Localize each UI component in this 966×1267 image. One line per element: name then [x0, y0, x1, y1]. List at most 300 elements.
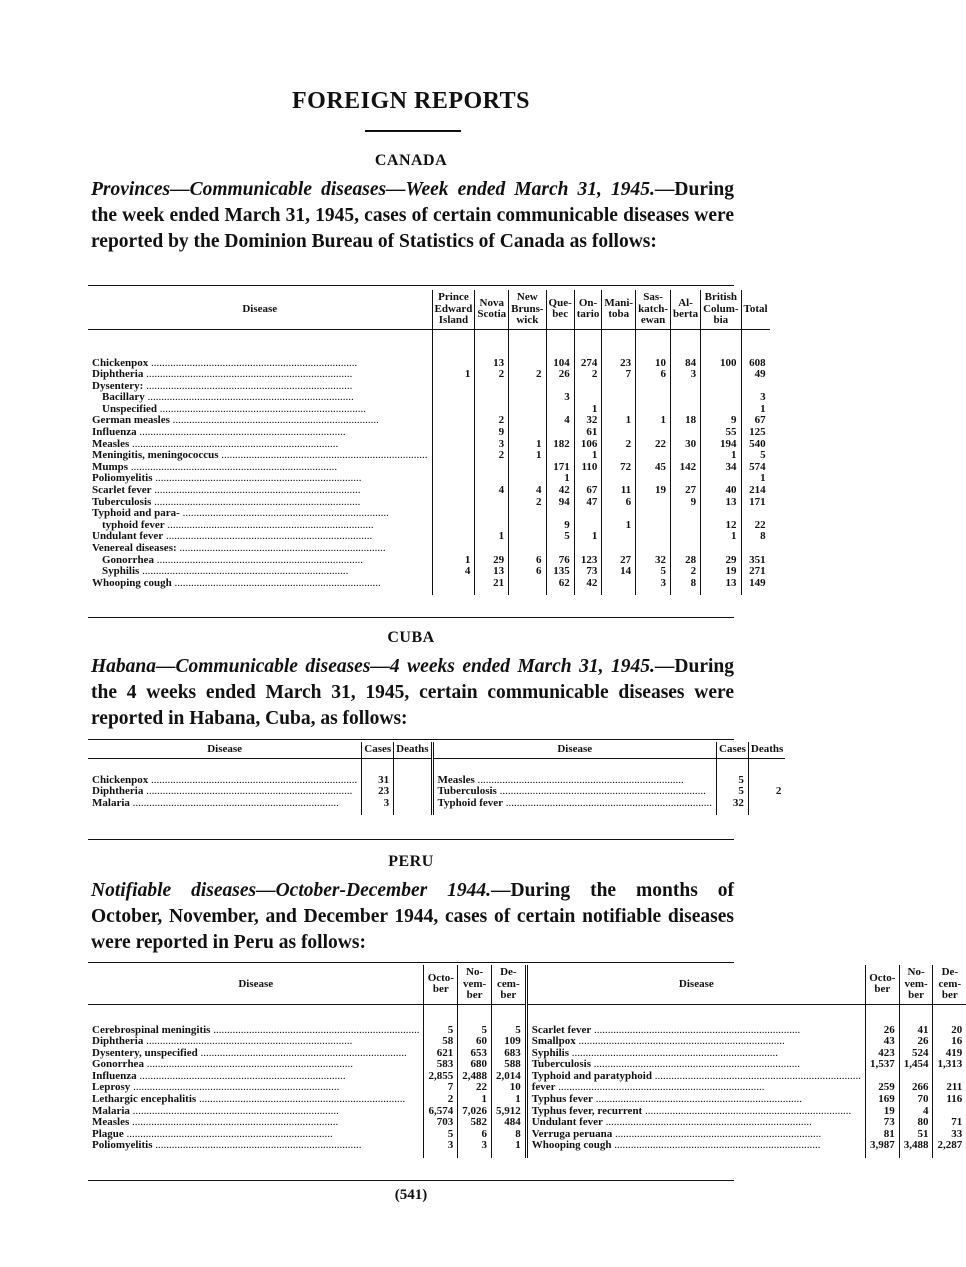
canada-tail-cell	[602, 589, 636, 595]
canada-value-cell: 61	[574, 427, 602, 439]
canada-tail-cell	[475, 589, 509, 595]
canada-value-cell: 3	[475, 439, 509, 451]
canada-value-cell: 45	[636, 462, 671, 474]
canada-value-cell: 2	[509, 497, 546, 509]
peru-value-cell: 60	[458, 1036, 492, 1048]
canada-value-cell: 76	[546, 555, 574, 567]
canada-value-cell: 9	[671, 497, 701, 509]
peru-table-row	[88, 1094, 966, 1106]
canada-value-cell	[509, 520, 546, 532]
canada-value-cell	[671, 508, 701, 520]
canada-value-cell: 29	[701, 555, 741, 567]
canada-value-cell: 100	[701, 358, 741, 370]
canada-value-cell	[432, 520, 475, 532]
canada-value-cell	[432, 439, 475, 451]
cuba-value-cell: 5	[717, 786, 749, 798]
canada-top-rule	[88, 285, 734, 286]
peru-value-cell: 1	[458, 1094, 492, 1106]
peru-spacer-row	[88, 1004, 966, 1025]
canada-value-cell	[636, 392, 671, 404]
peru-value-cell: 22	[458, 1082, 492, 1094]
canada-value-cell: 1	[574, 531, 602, 543]
canada-value-cell: 3	[546, 392, 574, 404]
canada-value-cell	[432, 578, 475, 590]
title-rule	[365, 130, 461, 132]
canada-value-cell: 171	[546, 462, 574, 474]
canada-value-cell	[701, 392, 741, 404]
peru-value-cell: 6,574	[424, 1106, 458, 1118]
peru-value-cell: 7,026	[458, 1106, 492, 1118]
canada-value-cell	[671, 531, 701, 543]
canada-value-cell	[602, 392, 636, 404]
cuba-value-cell	[394, 775, 432, 787]
peru-value-cell: 51	[899, 1129, 933, 1141]
cuba-spacer-cell	[88, 758, 362, 775]
cuba-col-header: Cases	[362, 742, 394, 758]
canada-value-cell: 9	[475, 427, 509, 439]
canada-value-cell: 13	[701, 497, 741, 509]
peru-value-cell: 419	[945, 1046, 963, 1059]
canada-col-header: Sas-katch-ewan	[636, 290, 671, 329]
canada-value-cell: 4	[432, 566, 475, 578]
peru-value-cell: 5,912	[491, 1106, 526, 1118]
peru-tail-cell	[865, 1152, 899, 1158]
canada-disease-cell: Scarlet fever .....	[88, 485, 432, 497]
peru-spacer-cell	[933, 1004, 966, 1025]
canada-table	[88, 290, 770, 595]
cuba-spacer-row	[88, 758, 785, 775]
canada-value-cell	[546, 404, 574, 416]
peru-disease-cell: Typhoid and paratyphoid .....	[526, 1071, 865, 1083]
canada-value-cell: 3	[671, 369, 701, 381]
canada-value-cell: 1	[574, 404, 602, 416]
cuba-tail-cell	[362, 809, 394, 815]
canada-value-cell	[475, 543, 509, 555]
canada-text: —During the week ended March 31, 1945, cases of certain communicable diseases were reported by the Dominion Bureau of Statistics of Canada as follows:	[91, 179, 734, 252]
peru-disease-cell: Gonorrhea .....	[88, 1059, 424, 1071]
peru-value-cell: 1	[491, 1140, 526, 1152]
peru-value-cell: 484	[491, 1117, 526, 1129]
peru-disease-cell: Scarlet fever .....	[526, 1025, 865, 1037]
cuba-spacer-cell	[394, 758, 432, 775]
cuba-col-header: Disease	[88, 742, 362, 758]
canada-value-cell: 351	[749, 553, 766, 566]
canada-value-cell	[509, 392, 546, 404]
canada-value-cell	[546, 381, 574, 393]
canada-value-cell: 6	[509, 555, 546, 567]
peru-value-cell: 81	[865, 1129, 899, 1141]
peru-spacer-cell	[899, 1004, 933, 1025]
canada-value-cell	[432, 531, 475, 543]
peru-value-cell: 26	[865, 1025, 899, 1037]
canada-col-header: British Colum-bia	[701, 290, 741, 329]
peru-bottom-rule	[88, 1180, 734, 1181]
canada-disease-cell: Mumps .....	[88, 462, 432, 474]
canada-value-cell: 23	[602, 358, 636, 370]
peru-value-cell: 80	[899, 1117, 933, 1129]
canada-tail-cell	[701, 589, 741, 595]
peru-value-cell: 109	[491, 1036, 526, 1048]
canada-value-cell: 14	[602, 566, 636, 578]
peru-disease-cell: Malaria .....	[88, 1106, 424, 1118]
canada-value-cell	[741, 543, 770, 555]
peru-tail-cell	[526, 1152, 865, 1158]
canada-value-cell	[432, 462, 475, 474]
cuba-col-header: Deaths	[748, 742, 785, 758]
canada-tail-cell	[432, 589, 475, 595]
canada-value-cell: 5	[760, 449, 766, 462]
canada-value-cell	[432, 415, 475, 427]
peru-value-cell: 41	[899, 1025, 933, 1037]
peru-disease-cell: Lethargic encephalitis .....	[88, 1094, 424, 1106]
peru-disease-cell: Cerebrospinal meningitis .....	[88, 1025, 424, 1037]
canada-value-cell	[671, 392, 701, 404]
canada-value-cell	[432, 392, 475, 404]
peru-value-cell: 621	[424, 1048, 458, 1060]
canada-heading: CANADA	[374, 152, 448, 169]
canada-value-cell: 34	[701, 462, 741, 474]
peru-value-cell: 583	[424, 1059, 458, 1071]
canada-spacer-cell	[602, 329, 636, 358]
canada-value-cell: 5	[636, 566, 671, 578]
peru-col-header: Octo-ber	[865, 965, 899, 1004]
peru-value-cell: 43	[865, 1036, 899, 1048]
canada-value-cell: 271	[749, 565, 766, 578]
peru-value-cell: 7	[424, 1082, 458, 1094]
canada-value-cell: 94	[546, 497, 574, 509]
peru-col-header: No-vem-ber	[458, 965, 492, 1004]
peru-value-cell: 703	[424, 1117, 458, 1129]
peru-value-cell: 5	[424, 1129, 458, 1141]
peru-value-cell: 58	[424, 1036, 458, 1048]
cuba-disease-cell: Chickenpox .....	[88, 775, 362, 787]
canada-value-cell	[475, 381, 509, 393]
canada-value-cell: 1	[636, 415, 671, 427]
canada-disease-cell: Tuberculosis .....	[88, 497, 432, 509]
canada-value-cell: 11	[602, 485, 636, 497]
canada-disease-cell: Diphtheria .....	[88, 369, 432, 381]
cuba-disease-cell: Measles .....	[432, 775, 717, 787]
cuba-heading: CUBA	[387, 629, 435, 646]
peru-value-cell: 1,454	[899, 1059, 933, 1071]
canada-value-cell: 67	[574, 485, 602, 497]
canada-value-cell: 110	[574, 462, 602, 474]
canada-spacer-cell	[636, 329, 671, 358]
cuba-value-cell: 2	[775, 785, 782, 798]
canada-value-cell	[671, 520, 701, 532]
canada-value-cell: 2	[475, 450, 509, 462]
canada-table-row	[88, 369, 770, 381]
canada-value-cell: 9	[546, 520, 574, 532]
canada-value-cell	[636, 508, 671, 520]
canada-disease-cell: Measles .....	[88, 439, 432, 451]
page-title: FOREIGN REPORTS	[291, 88, 531, 114]
cuba-spacer-cell	[748, 758, 785, 775]
cuba-tail-cell	[432, 809, 717, 815]
cuba-value-cell: 5	[717, 775, 749, 787]
canada-value-cell: 125	[749, 426, 766, 439]
canada-value-cell: 1	[546, 473, 574, 485]
peru-disease-cell: fever .....	[526, 1082, 865, 1094]
canada-value-cell: 28	[671, 555, 701, 567]
peru-value-cell: 653	[458, 1048, 492, 1060]
peru-disease-cell: Dysentery, unspecified .....	[88, 1048, 424, 1060]
peru-value-cell: 16	[951, 1035, 963, 1048]
canada-value-cell	[509, 381, 546, 393]
canada-tail-cell	[636, 589, 671, 595]
peru-value-cell: 266	[899, 1082, 933, 1094]
peru-value-cell: 3	[424, 1140, 458, 1152]
canada-disease-cell: Whooping cough .....	[88, 578, 432, 590]
cuba-intro	[91, 654, 734, 732]
canada-spacer-cell	[88, 329, 432, 358]
canada-value-cell: 1	[602, 520, 636, 532]
canada-value-cell: 194	[701, 439, 741, 451]
canada-value-cell: 62	[546, 578, 574, 590]
canada-col-header: Disease	[88, 290, 432, 329]
canada-value-cell: 72	[602, 462, 636, 474]
canada-value-cell: 67	[754, 414, 766, 427]
peru-disease-cell: Influenza .....	[88, 1071, 424, 1083]
peru-value-cell: 2,287	[937, 1139, 963, 1152]
canada-value-cell: 4	[475, 485, 509, 497]
canada-tail-cell	[741, 589, 770, 595]
canada-value-cell: 29	[475, 555, 509, 567]
canada-value-cell: 182	[546, 439, 574, 451]
cuba-value-cell: 23	[362, 786, 394, 798]
canada-disease-cell: Syphilis .....	[88, 566, 432, 578]
canada-value-cell	[602, 531, 636, 543]
peru-disease-cell: Measles .....	[88, 1117, 424, 1129]
page-number: (541)	[394, 1187, 428, 1203]
canada-col-header: Al-berta	[671, 290, 701, 329]
canada-value-cell: 13	[701, 578, 741, 590]
canada-disease-cell: Poliomyelitis .....	[88, 473, 432, 485]
canada-value-cell	[574, 520, 602, 532]
peru-tail-cell	[933, 1152, 966, 1158]
peru-spacer-cell	[458, 1004, 492, 1025]
peru-value-cell: 33	[951, 1127, 963, 1140]
canada-value-cell: 84	[671, 358, 701, 370]
peru-col-header: No-vem-ber	[899, 965, 933, 1004]
canada-value-cell: 42	[574, 578, 602, 590]
canada-value-cell: 106	[574, 439, 602, 451]
canada-value-cell: 2	[509, 369, 546, 381]
canada-value-cell	[509, 578, 546, 590]
canada-col-header: Prince Edward Island	[432, 290, 475, 329]
canada-spacer-cell	[671, 329, 701, 358]
peru-col-header: Disease	[88, 965, 424, 1004]
canada-value-cell: 2	[574, 369, 602, 381]
peru-disease-cell: Leprosy .....	[88, 1082, 424, 1094]
canada-value-cell: 22	[754, 518, 766, 531]
peru-col-header: De-cem-ber	[491, 965, 526, 1004]
canada-value-cell: 21	[475, 578, 509, 590]
canada-value-cell	[574, 508, 602, 520]
peru-value-cell: 1,313	[937, 1058, 963, 1071]
canada-value-cell: 1	[432, 555, 475, 567]
peru-value-cell: 6	[458, 1129, 492, 1141]
canada-spacer-row	[88, 329, 770, 358]
cuba-disease-cell: Diphtheria .....	[88, 786, 362, 798]
canada-value-cell: 13	[475, 566, 509, 578]
canada-value-cell: 214	[749, 484, 766, 497]
peru-value-cell: 683	[491, 1048, 526, 1060]
peru-value-cell: 73	[865, 1117, 899, 1129]
canada-value-cell: 18	[671, 415, 701, 427]
cuba-bottom-rule	[88, 839, 734, 840]
canada-disease-cell: Gonorrhea .....	[88, 555, 432, 567]
canada-value-cell	[432, 427, 475, 439]
cuba-tail-cell	[394, 809, 432, 815]
canada-value-cell	[432, 497, 475, 509]
canada-value-cell: 9	[701, 415, 741, 427]
canada-value-cell: 22	[636, 439, 671, 451]
peru-value-cell: 680	[458, 1059, 492, 1071]
peru-value-cell: 423	[865, 1048, 899, 1060]
canada-lead: Provinces—Communicable diseases—Week ended March 31, 1945.	[91, 179, 655, 200]
canada-value-cell: 4	[546, 415, 574, 427]
canada-value-cell: 19	[701, 566, 741, 578]
canada-value-cell: 540	[749, 437, 766, 450]
peru-col-header: Octo-ber	[424, 965, 458, 1004]
peru-spacer-cell	[88, 1004, 424, 1025]
canada-value-cell: 123	[574, 555, 602, 567]
peru-value-cell: 10	[491, 1082, 526, 1094]
canada-value-cell	[636, 543, 671, 555]
peru-tail-cell	[458, 1152, 492, 1158]
peru-tail-cell	[424, 1152, 458, 1158]
canada-value-cell: 1	[701, 531, 741, 543]
canada-value-cell: 1	[760, 472, 766, 485]
canada-value-cell: 1	[701, 450, 741, 462]
cuba-value-cell: 3	[362, 798, 394, 810]
canada-value-cell	[432, 404, 475, 416]
peru-value-cell: 259	[865, 1082, 899, 1094]
canada-value-cell: 49	[754, 368, 766, 381]
canada-value-cell	[636, 381, 671, 393]
peru-value-cell: 2,488	[458, 1071, 492, 1083]
peru-value-cell: 211	[946, 1081, 963, 1094]
peru-spacer-cell	[526, 1004, 865, 1025]
canada-value-cell: 3	[636, 578, 671, 590]
peru-value-cell: 2,855	[424, 1071, 458, 1083]
canada-table-row	[88, 485, 770, 497]
peru-disease-cell: Typhus fever, recurrent .....	[526, 1106, 865, 1118]
canada-value-cell: 6	[509, 566, 546, 578]
peru-disease-cell: Syphilis .....	[526, 1048, 865, 1060]
peru-value-cell: 19	[865, 1106, 899, 1118]
peru-value-cell: 70	[899, 1094, 933, 1106]
canada-col-header: New Bruns-wick	[509, 290, 546, 329]
canada-value-cell: 1	[509, 450, 546, 462]
cuba-disease-cell: Typhoid fever .....	[432, 798, 717, 810]
canada-value-cell: 1	[432, 369, 475, 381]
canada-value-cell	[602, 578, 636, 590]
canada-value-cell	[509, 415, 546, 427]
canada-value-cell	[602, 427, 636, 439]
cuba-disease-cell: Malaria .....	[88, 798, 362, 810]
canada-value-cell: 149	[749, 576, 766, 589]
peru-disease-cell: Typhus fever .....	[526, 1094, 865, 1106]
canada-value-cell	[509, 531, 546, 543]
canada-value-cell: 4	[509, 485, 546, 497]
peru-value-cell: 71	[951, 1116, 963, 1129]
cuba-disease-cell: Tuberculosis .....	[432, 786, 717, 798]
peru-disease-cell: Verruga peruana .....	[526, 1129, 865, 1141]
peru-disease-cell: Poliomyelitis .....	[88, 1140, 424, 1152]
peru-value-cell: 26	[899, 1036, 933, 1048]
cuba-text: —During the 4 weeks ended March 31, 1945, certain communicable diseases were reported in Habana, Cuba, as follows:	[91, 656, 734, 729]
peru-disease-cell: Plague .....	[88, 1129, 424, 1141]
canada-value-cell	[546, 508, 574, 520]
canada-col-header: On-tario	[574, 290, 602, 329]
canada-value-cell: 2	[671, 566, 701, 578]
canada-value-cell	[546, 427, 574, 439]
canada-tail-row	[88, 589, 770, 595]
canada-disease-cell: Meningitis, meningococcus .....	[88, 450, 432, 462]
canada-value-cell: 40	[701, 485, 741, 497]
peru-value-cell: 116	[946, 1093, 963, 1106]
peru-intro	[91, 878, 734, 956]
canada-value-cell	[509, 462, 546, 474]
canada-value-cell	[671, 543, 701, 555]
canada-value-cell	[509, 543, 546, 555]
canada-spacer-cell	[432, 329, 475, 358]
canada-tail-cell	[88, 589, 432, 595]
canada-value-cell: 26	[546, 369, 574, 381]
canada-value-cell: 2	[475, 415, 509, 427]
canada-spacer-cell	[509, 329, 546, 358]
canada-value-cell: 30	[671, 439, 701, 451]
canada-value-cell: 171	[749, 495, 766, 508]
peru-tail-cell	[491, 1152, 526, 1158]
cuba-tail-cell	[748, 809, 785, 815]
peru-spacer-cell	[491, 1004, 526, 1025]
canada-table-row	[88, 578, 770, 590]
canada-col-header: Nova Scotia	[475, 290, 509, 329]
canada-value-cell	[701, 381, 741, 393]
canada-value-cell: 27	[602, 555, 636, 567]
canada-disease-cell: Undulant fever .....	[88, 531, 432, 543]
canada-value-cell: 104	[546, 358, 574, 370]
canada-spacer-cell	[546, 329, 574, 358]
canada-value-cell: 27	[671, 485, 701, 497]
canada-value-cell	[475, 497, 509, 509]
canada-table-row	[88, 543, 770, 555]
canada-spacer-cell	[741, 329, 770, 358]
peru-table-row	[88, 1140, 966, 1152]
canada-value-cell: 608	[749, 356, 766, 369]
canada-spacer-cell	[574, 329, 602, 358]
canada-value-cell	[432, 381, 475, 393]
peru-value-cell: 5	[491, 1025, 526, 1037]
cuba-spacer-cell	[362, 758, 394, 775]
canada-value-cell	[432, 508, 475, 520]
canada-disease-cell: Unspecified .....	[88, 404, 432, 416]
cuba-tail-cell	[717, 809, 749, 815]
canada-value-cell: 1	[509, 439, 546, 451]
canada-value-cell	[432, 473, 475, 485]
canada-value-cell: 1	[475, 531, 509, 543]
peru-value-cell: 588	[491, 1059, 526, 1071]
canada-value-cell: 142	[671, 462, 701, 474]
canada-value-cell	[432, 543, 475, 555]
canada-tail-cell	[671, 589, 701, 595]
peru-value-cell: 5	[458, 1025, 492, 1037]
canada-value-cell: 8	[760, 530, 766, 543]
cuba-tail-cell	[88, 809, 362, 815]
